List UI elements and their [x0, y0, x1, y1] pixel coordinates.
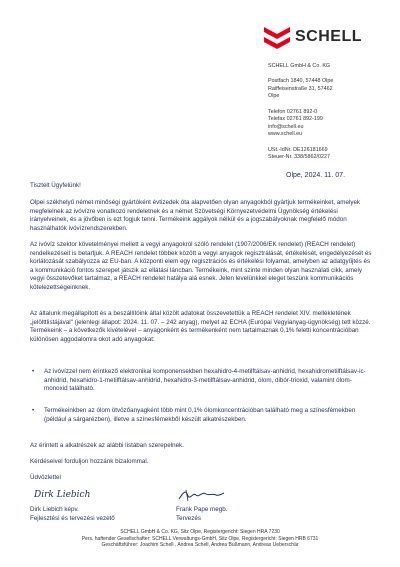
exception-list: [30, 368, 375, 394]
signature-pape-scribble-icon: [176, 487, 226, 503]
signer-1: [30, 506, 180, 523]
sender-city: Olpe: [268, 93, 280, 100]
greeting: Tisztelt Ügyfelünk!: [30, 182, 81, 189]
sender-fax: Telefax 02761 892-199: [268, 116, 323, 123]
signer-1-role: Fejlesztési és tervezési vezető: [30, 514, 115, 522]
paragraph-3-text: Az általunk megállapított és a beszállítóink által közölt adatokat összevetettük a REACH rendelet XIV. mellékletének „jelölttlistájával" (jelenlegi állapot: 2024. 11. 07. – 242 anyag), melyet az ECHA (Európai Vegyianyag-ügynökség) tett közzé. Termékeink – a következők kivételével – anyagonként és termékenként nem tartalmaznak 0,1% feletti koncentrációban különösen aggodalomra okot adó anyagokat:: [30, 310, 371, 343]
legal-footer: [0, 529, 400, 549]
paragraph-1: [30, 199, 375, 233]
sender-street-2: Raiffeisenstraße 31, 57462: [268, 85, 333, 92]
logo-wordmark: SCHELL: [295, 28, 362, 45]
paragraph-2: [30, 241, 375, 293]
sender-company: SCHELL GmbH & Co. KG: [268, 63, 331, 69]
paragraph-5: Kérdéseivel forduljon hozzánk bizalommal.: [30, 458, 149, 465]
sender-phone: Telefon 02761 892-0: [268, 108, 318, 115]
sender-tax-number: Steuer-Nr. 338/5862/0227: [268, 154, 331, 161]
footer-line-3: Geschäftsführer: Joachim Schell , Andrea Schell, Andrea Bußmann, Andreas Ueberschär: [101, 542, 299, 549]
list-item: • Termékeinkben az ólom ötvözőanyagként több mint 0,1% ólomkoncentrációban található meg a színesfémekben (például a sárgarézben), illetve a színesfémekből készült alkatrészekben.: [30, 407, 375, 424]
letter-date: Olpe, 2024. 11. 07.: [286, 172, 346, 179]
signer-2: [176, 506, 326, 523]
schell-chevron-logo-icon: [262, 24, 292, 50]
footer-line-1: SCHELL GmbH & Co. KG, Sitz Olpe, Registergericht: Siegen HRA 7230: [120, 529, 280, 535]
list-item: • Az ivóvízzel nem érintkező elektronikai komponensekben hexahidro-4-metilftálsav-anhidrid, hexahidrometilftálsav-ic-anhidrid, hexahidro-1-metilftálsav-anhidrid, hexahidro-3-metilftálsav-anhidrid, ólom, dibór-trioxid, valamint ólom-monoxid található.: [30, 368, 375, 394]
sender-street-1: Postfach 1840, 57448 Olpe: [268, 78, 334, 85]
paragraph-2-text: Az ivóvíz szektor követelményei mellett a vegyi anyagokról szóló rendelet (1907/2006/EK rendelet) (REACH rendelet) rendelkezéseit is betartjuk. A REACH rendelet többek között a vegyi anyagok regisztrálását, értékelését, engedélyezését és korlátozását szabályozza az EU-ban. A központi elem egy regisztrációs és értékelési folyamat, amelyben az adatgyűjtés és a kommunikáció fontos szerepet játszik az ellátási láncban. Termékeink, mint szinte minden olyan használati cikk, amely vegyi összetevőket tartalmaz, a REACH rendelet hatálya alá esnek. Jelen levelünkkel eleget teszünk kommunikációs kötelezettségeinknek.: [30, 241, 372, 291]
paragraph-1-text: Olpei székhelyű német minőségi gyártóként évtizedek óta alapvetően olyan anyagokból gyártjuk termékeinket, amelyek megfelelnek az ivóvízre vonatkozó rendeletnek és a német Szövetségi Környezetvédelmi Ügynökség értékelési irányelveinek, és a jövőben is ezt fogjuk tenni. Termékeink aggályok nélkül és a jogszabályoknak megfelelő módon használhatók ivóvízrendszerekben.: [30, 199, 361, 232]
sender-address-block: [268, 63, 333, 162]
signature-liebich: Dirk Liebich: [34, 490, 91, 500]
closing-salutation: Üdvözlettel: [30, 474, 61, 481]
sender-email[interactable]: info@schell.eu: [268, 123, 304, 130]
sender-vat-id: USt.-IdNr. DE126181669: [268, 146, 328, 153]
schell-logo: [262, 24, 372, 50]
exception-list-2: [30, 407, 375, 424]
paragraph-4: Az érintett a alkatrészek az alábbi listában szerepelnek.: [30, 442, 184, 449]
sender-website[interactable]: www.schell.eu: [268, 131, 303, 138]
signer-1-name: Dirk Liebich képv.: [30, 506, 79, 513]
paragraph-3: [30, 310, 375, 344]
footer-line-2: Pers. haftender Gesellschafter: SCHELL Verwaltungs-GmbH, Sitz Olpe, Registergericht: Siegen HRB 6731: [81, 535, 319, 542]
signer-2-name: Frank Pape megb.: [176, 506, 228, 513]
signer-2-role: Tervezés: [176, 514, 202, 522]
